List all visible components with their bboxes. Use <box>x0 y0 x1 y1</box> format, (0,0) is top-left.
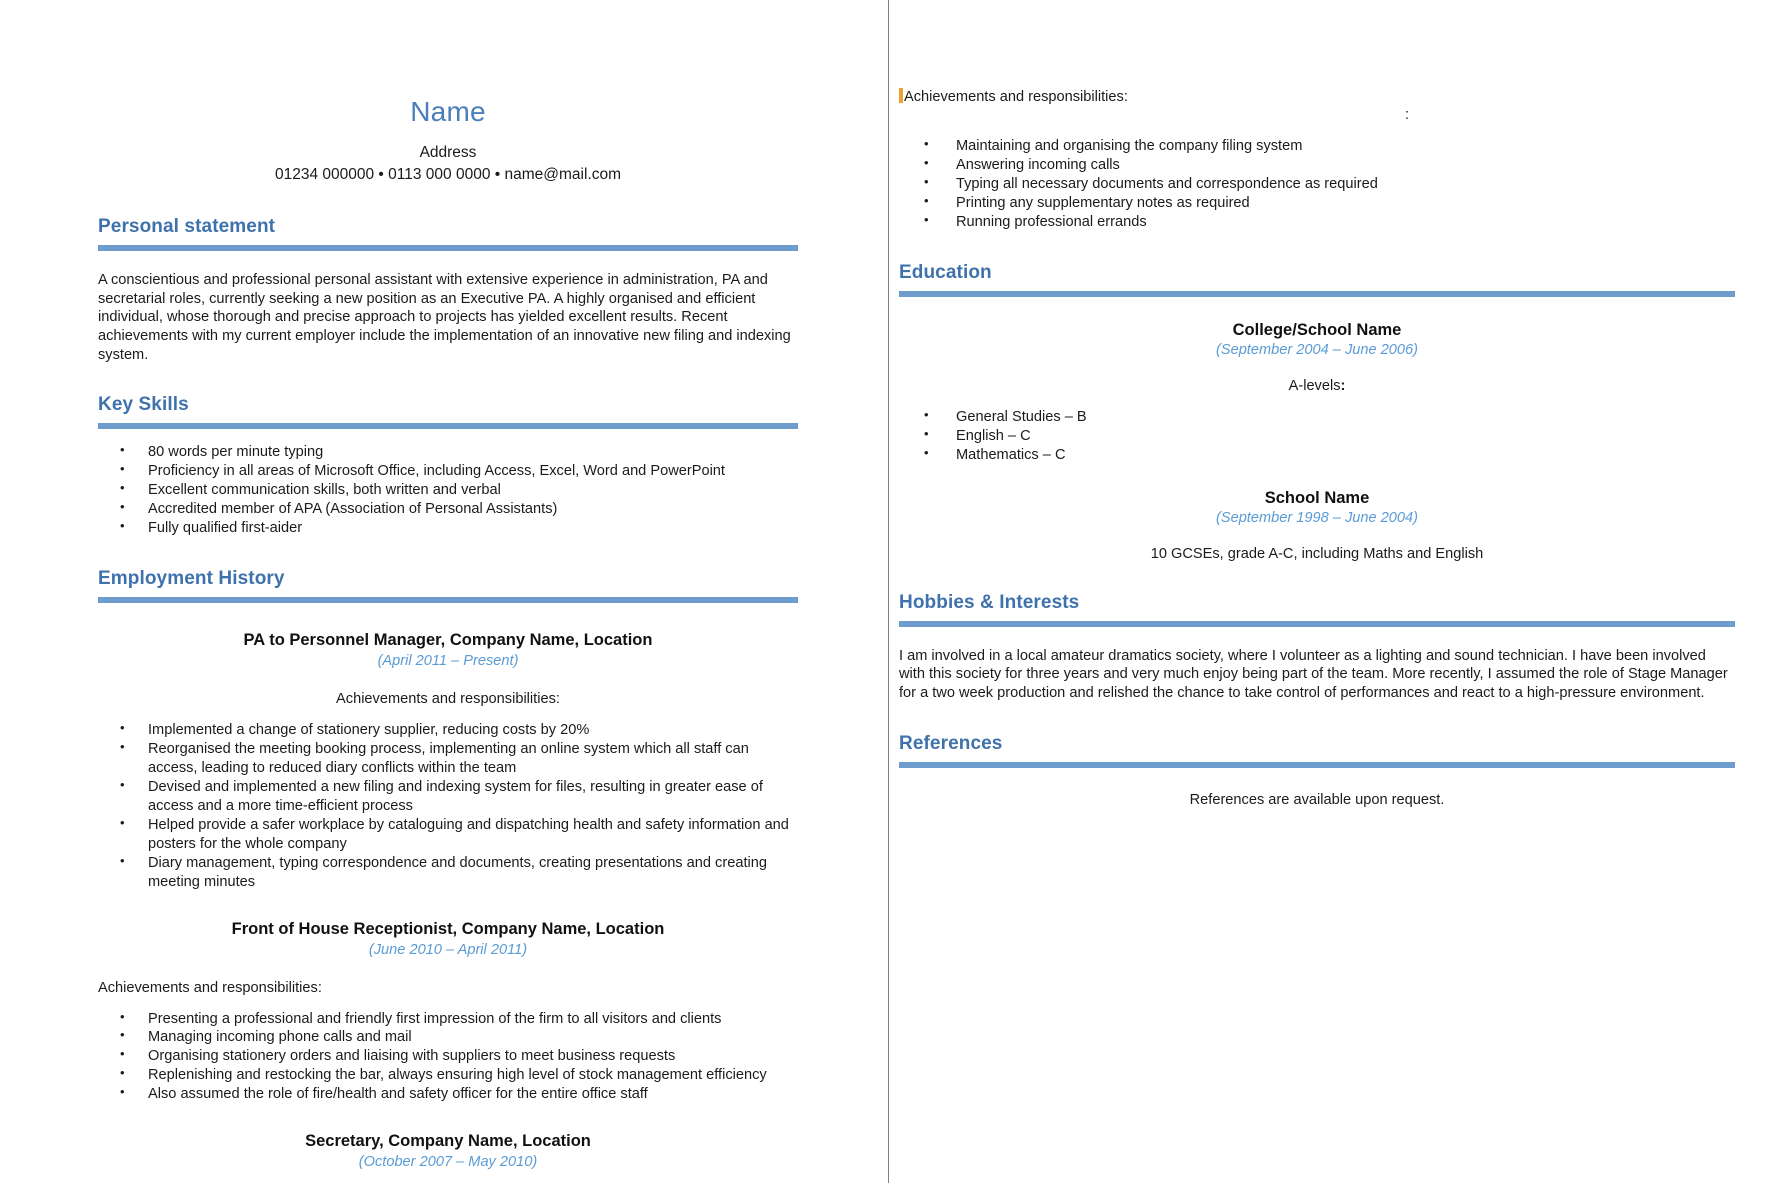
list-item: • Helped provide a safer workplace by cataloguing and dispatching health and safety information and posters for the whole company <box>98 816 798 854</box>
list-item: • Replenishing and restocking the bar, always ensuring high level of stock management efficiency <box>98 1066 798 1085</box>
section-heading-hobbies: Hobbies & Interests <box>899 591 1080 613</box>
continued-achievements-block <box>899 88 1735 232</box>
list-item: • Fully qualified first-aider <box>98 519 798 538</box>
education-institution: College/School Name <box>1232 320 1402 339</box>
job-achievements-list <box>98 1010 798 1105</box>
education-entry <box>899 321 1735 465</box>
employment-entry <box>98 1132 798 1170</box>
section-divider <box>98 245 798 251</box>
list-item: • Accredited member of APA (Association of Personal Assistants) <box>98 500 798 519</box>
job-achievements-list <box>98 721 798 892</box>
education-entries <box>899 321 1735 562</box>
list-item: • Typing all necessary documents and correspondence as required <box>899 175 1735 194</box>
section-divider <box>98 423 798 429</box>
continued-achievements-label-text: Achievements and responsibilities: <box>904 89 1128 105</box>
education-dates: (September 2004 – June 2006) <box>1215 341 1419 358</box>
list-item: • Reorganised the meeting booking process, implementing an online system which all staff can access, leading to reduced diary conflicts within the team <box>98 740 798 778</box>
list-item: • Excellent communication skills, both written and verbal <box>98 481 798 500</box>
list-item: • Proficiency in all areas of Microsoft Office, including Access, Excel, Word and PowerPoint <box>98 462 798 481</box>
stray-colon-artifact: : <box>1404 107 1410 123</box>
list-item: • Managing incoming phone calls and mail <box>98 1028 798 1047</box>
list-item: • Running professional errands <box>899 213 1735 232</box>
achievements-label: Achievements and responsibilities: <box>336 691 560 707</box>
employment-entry <box>98 631 798 892</box>
education-sub-label: A-levels: <box>1288 377 1346 394</box>
achievements-label: Achievements and responsibilities: <box>98 979 322 996</box>
education-entry <box>899 489 1735 562</box>
section-heading-references: References <box>899 732 1003 754</box>
references-text: References are available upon request. <box>1189 791 1445 808</box>
contact-block <box>98 142 798 186</box>
education-dates: (September 1998 – June 2004) <box>1215 509 1419 526</box>
list-item: • 80 words per minute typing <box>98 443 798 462</box>
job-title: Secretary, Company Name, Location <box>305 1132 591 1151</box>
section-divider <box>899 621 1735 627</box>
section-references <box>899 733 1735 808</box>
list-item: • Implemented a change of stationery supplier, reducing costs by 20% <box>98 721 798 740</box>
list-item: • English – C <box>899 427 1735 446</box>
list-item: • Answering incoming calls <box>899 156 1735 175</box>
text-cursor-icon <box>899 88 903 103</box>
list-item: • Printing any supplementary notes as required <box>899 194 1735 213</box>
section-key-skills <box>98 394 798 538</box>
employment-entries <box>98 631 798 1170</box>
list-item: • Devised and implemented a new filing and indexing system for files, resulting in greater ease of access and a more time-efficient process <box>98 778 798 816</box>
section-hobbies <box>899 592 1735 703</box>
address-line: Address <box>419 144 477 161</box>
section-divider <box>899 762 1735 768</box>
key-skills-list <box>98 443 798 538</box>
section-heading-employment-history: Employment History <box>98 568 285 590</box>
job-dates: (June 2010 – April 2011) <box>368 941 528 958</box>
hobbies-text: I am involved in a local amateur dramatics society, where I volunteer as a lighting and sound technician. I have been involved with this society for three years and very much enjoy being part of the team. More recently, I assumed the role of Stage Manager for a two week production and relished the chance to take control of performances and react to a high-pressure environment. <box>899 647 1728 702</box>
education-note: 10 GCSEs, grade A-C, including Maths and English <box>1150 545 1484 562</box>
section-education <box>899 262 1735 562</box>
list-item: • Diary management, typing correspondence and documents, creating presentations and creating meeting minutes <box>98 854 798 892</box>
job-dates: (October 2007 – May 2010) <box>358 1154 538 1171</box>
personal-statement-text: A conscientious and professional personal assistant with extensive experience in administration, PA and secretarial roles, currently seeking a new position as an Executive PA. A highly organised and efficient individual, whose thorough and precise approach to projects has yielded excellent results. Recent achievements with my current employer include the implementation of an innovative new filing and indexing system. <box>98 272 791 363</box>
right-column <box>888 0 1775 1183</box>
job-dates: (April 2011 – Present) <box>377 653 519 669</box>
education-institution: School Name <box>1264 488 1370 507</box>
education-grades-list <box>899 408 1735 465</box>
section-divider <box>899 291 1735 297</box>
job-title: PA to Personnel Manager, Company Name, Location <box>243 631 653 650</box>
job-title: Front of House Receptionist, Company Name, Location <box>231 919 665 938</box>
section-heading-personal-statement: Personal statement <box>98 216 276 237</box>
continued-achievements-list <box>899 137 1735 232</box>
section-divider <box>98 597 798 603</box>
employment-entry <box>98 920 798 1105</box>
section-employment-history <box>98 568 798 1170</box>
list-item: • General Studies – B <box>899 408 1735 427</box>
list-item: • Organising stationery orders and liaising with suppliers to meet business requests <box>98 1047 798 1066</box>
section-personal-statement <box>98 216 798 364</box>
section-heading-education: Education <box>899 261 992 283</box>
list-item: • Presenting a professional and friendly first impression of the firm to all visitors and clients <box>98 1010 798 1029</box>
section-heading-key-skills: Key Skills <box>98 394 189 416</box>
phone-email-line: 01234 000000 • 0113 000 0000 • name@mail.com <box>274 166 621 183</box>
list-item: • Also assumed the role of fire/health and safety officer for the entire office staff <box>98 1085 798 1104</box>
list-item: • Maintaining and organising the company filing system <box>899 137 1735 156</box>
list-item: • Mathematics – C <box>899 446 1735 465</box>
continued-achievements-label <box>899 88 1735 105</box>
page-title: Name <box>410 96 486 127</box>
